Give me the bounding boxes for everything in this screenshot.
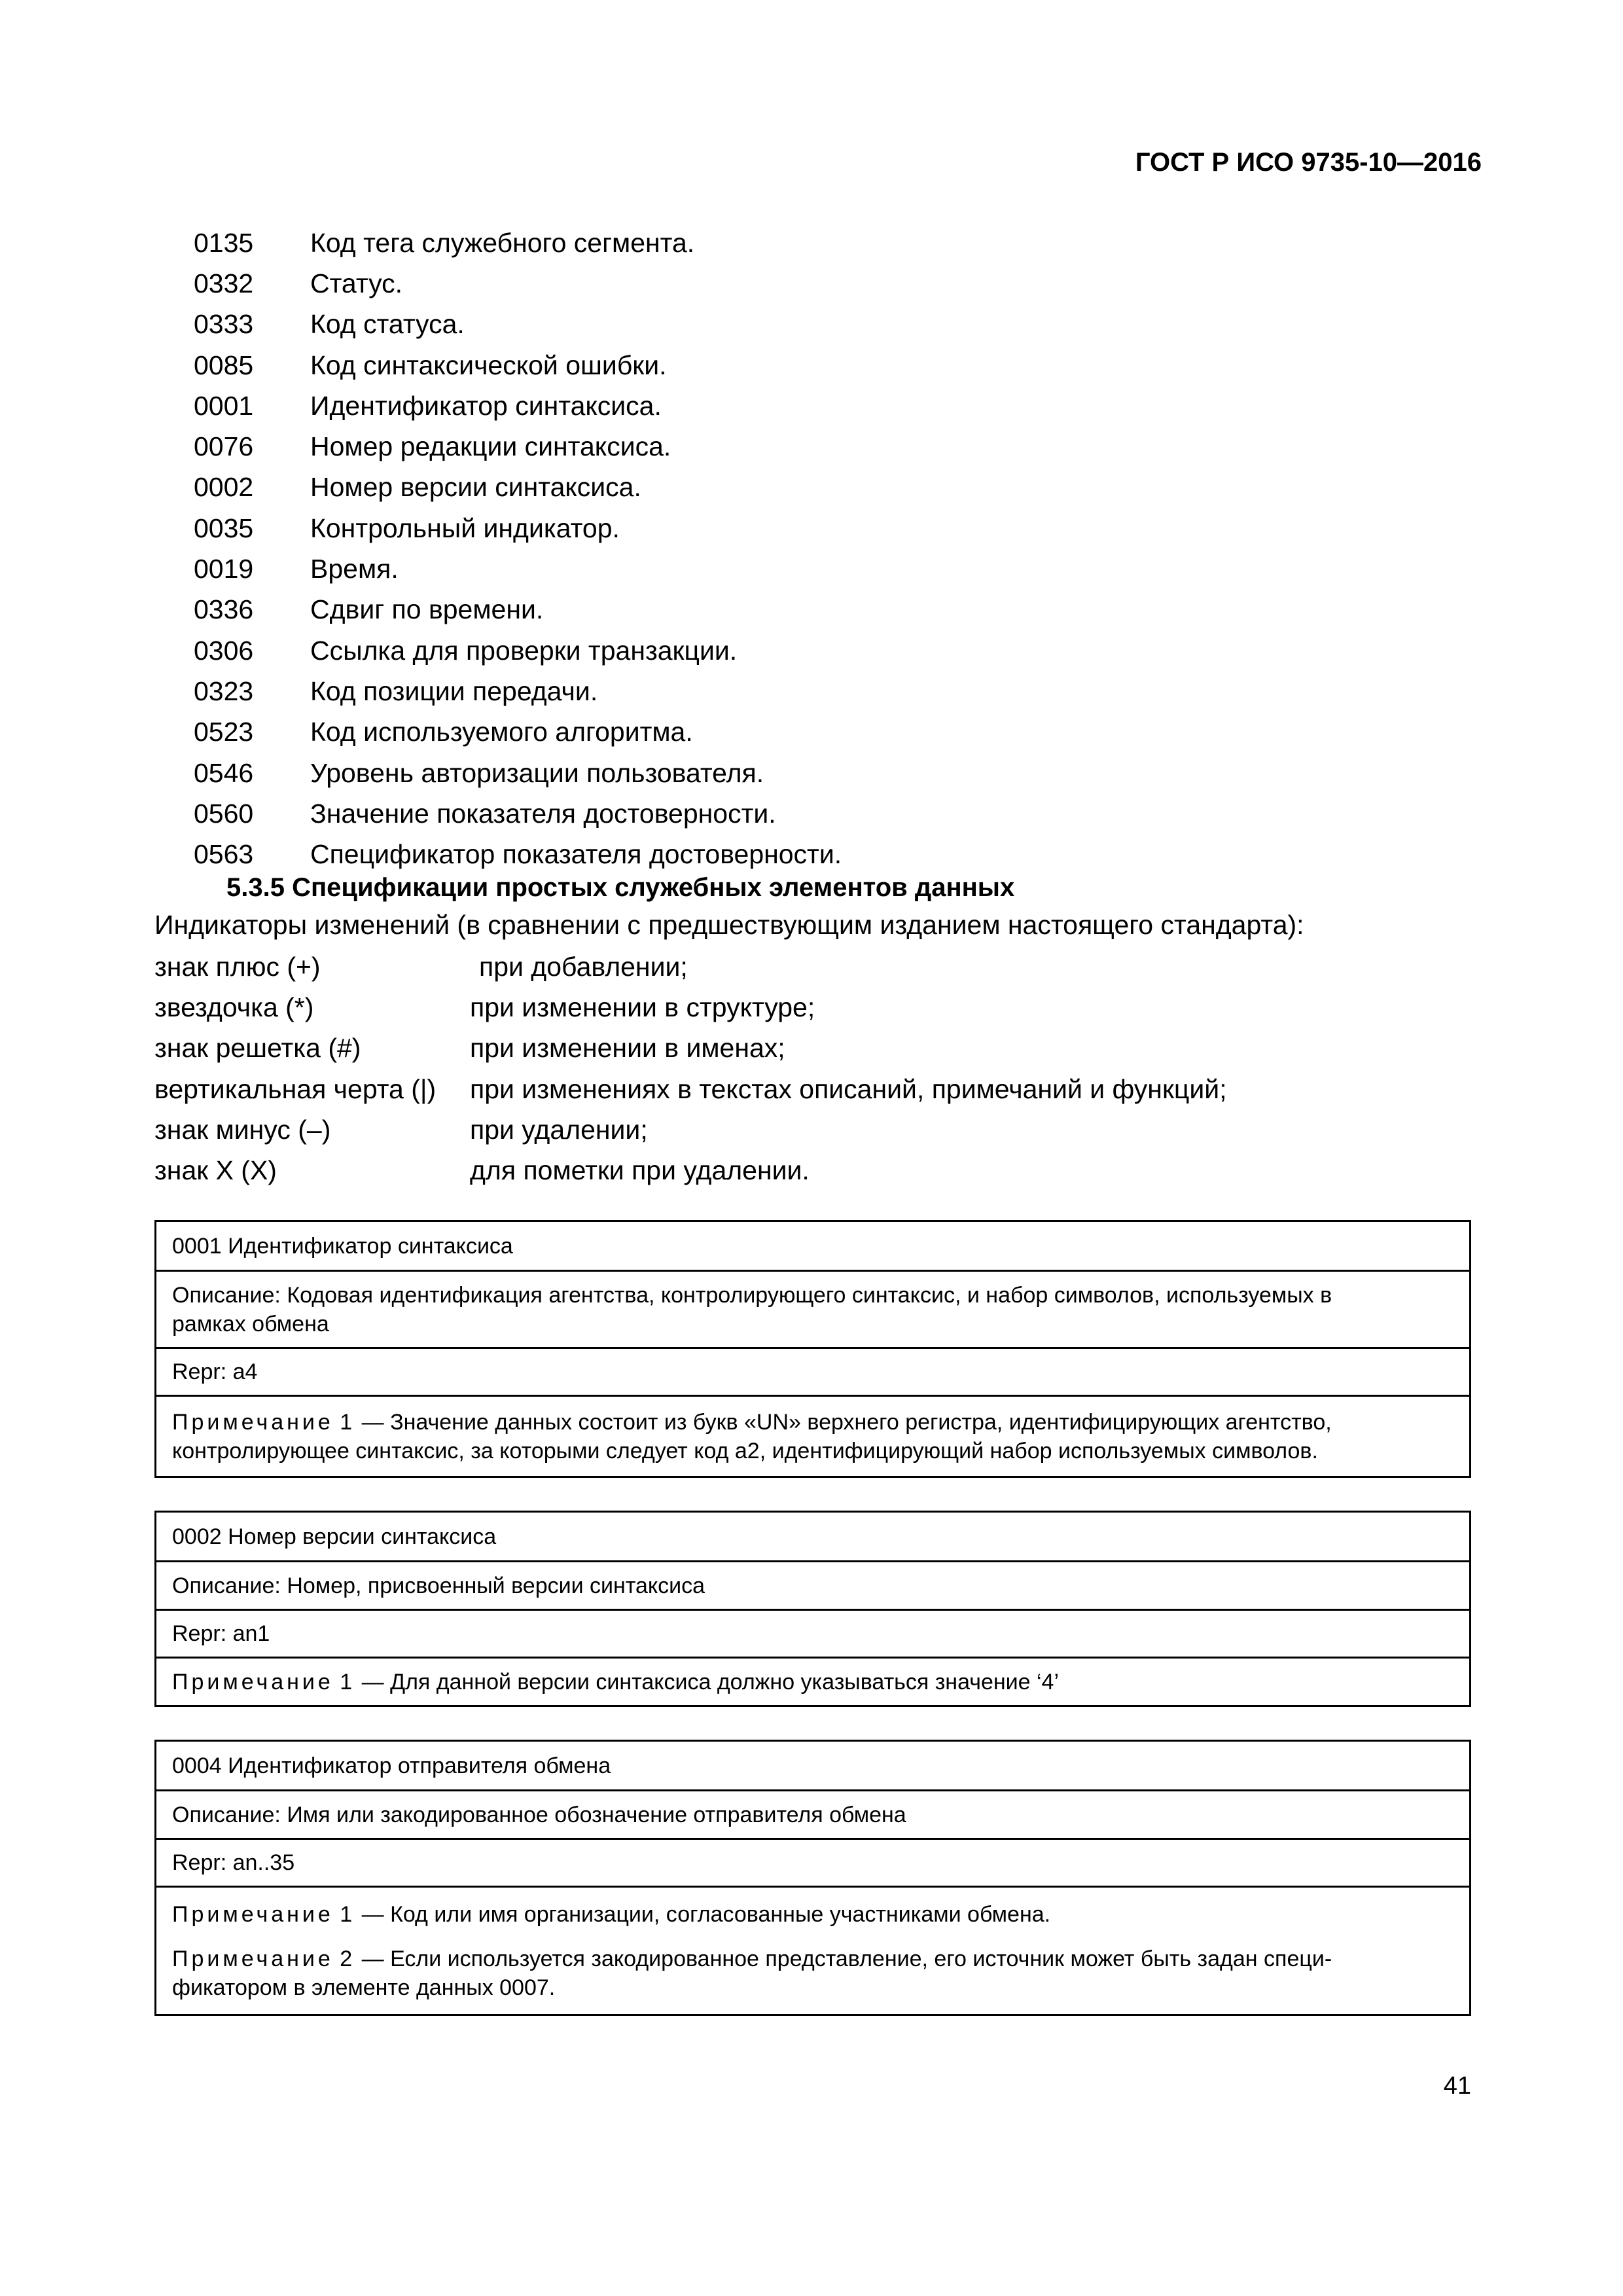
table-title: 0002 Номер версии синтаксиса (172, 1524, 497, 1549)
change-indicators (154, 946, 1227, 1191)
table-description-row (156, 1789, 1469, 1838)
indicator-desc: при изменениях в текстах описаний, примечаний и функций; (470, 1073, 1227, 1104)
indicator-sign: знак решетка (#) (154, 1033, 361, 1064)
indicator-row (154, 1109, 1227, 1150)
table-note-row (156, 1395, 1469, 1476)
list-item (194, 263, 842, 304)
table-repr-row (156, 1609, 1469, 1657)
item-code: 0560 (194, 798, 254, 829)
table-repr-row (156, 1347, 1469, 1395)
note-number: 1 (340, 1901, 356, 1927)
table-note-row (156, 1886, 1469, 2014)
list-item (194, 753, 842, 793)
item-label: Спецификатор показателя достоверности. (310, 839, 842, 870)
list-item (194, 223, 842, 263)
description-line: Описание: Имя или закодированное обозначение отправителя обмена (172, 1802, 906, 1827)
list-item (194, 671, 842, 711)
item-code: 0323 (194, 675, 254, 706)
table-title-row (156, 1222, 1469, 1270)
table-title-row (156, 1742, 1469, 1789)
repr-value: Repr: a4 (172, 1359, 258, 1384)
list-item (194, 548, 842, 589)
item-code: 0523 (194, 717, 254, 747)
note-line (172, 1408, 1454, 1437)
note-text: — Для данной версии синтаксиса должно указываться значение ‘4’ (355, 1669, 1060, 1695)
indicator-sign: звездочка (*) (154, 992, 314, 1022)
list-item (194, 426, 842, 467)
item-code: 0563 (194, 839, 254, 870)
repr-value: Repr: an1 (172, 1621, 270, 1646)
indicator-desc: при изменении в структуре; (470, 992, 815, 1022)
indicator-sign: знак Х (Х) (154, 1155, 277, 1186)
indicator-row (154, 946, 1227, 987)
item-label: Номер версии синтаксиса. (310, 472, 641, 503)
note-label: Примечание (172, 1901, 334, 1927)
indicator-desc: при удалении; (470, 1114, 648, 1145)
document-header: ГОСТ Р ИСО 9735-10—2016 (1135, 148, 1482, 177)
list-item (194, 304, 842, 345)
description-line: Описание: Кодовая идентификация агентства, контролирующего синтаксис, и набор символов, используемых в (172, 1282, 1332, 1308)
table-repr-row (156, 1838, 1469, 1886)
note-label: Примечание (172, 1669, 334, 1695)
note-text: — Значение данных состоит из букв «UN» верхнего регистра, идентифицирующих агентство, (355, 1409, 1332, 1435)
indicator-desc: для пометки при удалении. (470, 1155, 810, 1186)
item-code: 0332 (194, 268, 254, 298)
note-label: Примечание (172, 1946, 334, 1971)
section-heading: 5.3.5 Спецификации простых служебных элементов данных (226, 873, 1015, 902)
item-label: Ссылка для проверки транзакции. (310, 635, 738, 666)
repr-value: Repr: an..35 (172, 1850, 295, 1875)
indicator-row (154, 1028, 1227, 1069)
list-item (194, 345, 842, 386)
list-item (194, 793, 842, 834)
item-code: 0546 (194, 757, 254, 788)
code-list (194, 223, 842, 875)
indicator-sign: знак минус (–) (154, 1114, 331, 1145)
item-code: 0135 (194, 227, 254, 258)
list-item (194, 590, 842, 630)
item-label: Номер редакции синтаксиса. (310, 431, 671, 462)
item-code: 0076 (194, 431, 254, 462)
note-text: — Код или имя организации, согласованные участниками обмена. (355, 1901, 1051, 1927)
note-line (172, 1668, 1454, 1696)
indicator-desc: при добавлении; (479, 951, 688, 982)
indicator-sign: вертикальная черта (|) (154, 1073, 437, 1104)
list-item (194, 630, 842, 671)
item-label: Код тега служебного сегмента. (310, 227, 695, 258)
table-title: 0001 Идентификатор синтаксиса (172, 1233, 513, 1259)
item-label: Значение показателя достоверности. (310, 798, 776, 829)
note-number: 2 (340, 1946, 356, 1971)
table-description-row (156, 1560, 1469, 1609)
indicator-row (154, 1150, 1227, 1191)
note-text-continued: фикатором в элементе данных 0007. (172, 1975, 556, 2000)
item-code: 0336 (194, 594, 254, 625)
item-label: Код статуса. (310, 309, 465, 340)
indicators-intro: Индикаторы изменений (в сравнении с предшествующим изданием настоящего стандарта): (154, 910, 1304, 940)
spec-table-0002 (154, 1511, 1471, 1707)
item-label: Статус. (310, 268, 402, 298)
item-code: 0333 (194, 309, 254, 340)
table-title: 0004 Идентификатор отправителя обмена (172, 1753, 611, 1778)
item-label: Уровень авторизации пользователя. (310, 757, 764, 788)
list-item (194, 834, 842, 874)
item-label: Время. (310, 554, 399, 584)
item-code: 0001 (194, 390, 254, 421)
item-label: Код синтаксической ошибки. (310, 350, 667, 380)
indicator-row (154, 987, 1227, 1028)
item-label: Идентификатор синтаксиса. (310, 390, 662, 421)
table-description-row (156, 1270, 1469, 1347)
note-line (172, 1945, 1454, 2002)
list-item (194, 386, 842, 426)
description-line: рамках обмена (172, 1311, 329, 1336)
indicator-desc: при изменении в именах; (470, 1033, 785, 1064)
indicator-row (154, 1069, 1227, 1109)
item-label: Сдвиг по времени. (310, 594, 544, 625)
item-code: 0085 (194, 350, 254, 380)
spec-table-0001 (154, 1220, 1471, 1478)
item-label: Код позиции передачи. (310, 675, 598, 706)
note-line (172, 1900, 1454, 1929)
note-number: 1 (340, 1409, 356, 1435)
note-number: 1 (340, 1669, 356, 1695)
page-number: 41 (1443, 2072, 1471, 2100)
table-title-row (156, 1513, 1469, 1560)
item-label: Код используемого алгоритма. (310, 717, 693, 747)
item-code: 0019 (194, 554, 254, 584)
indicator-sign: знак плюс (+) (154, 951, 321, 982)
item-code: 0002 (194, 472, 254, 503)
list-item (194, 712, 842, 753)
list-item (194, 508, 842, 548)
spec-table-0004 (154, 1740, 1471, 2016)
item-code: 0306 (194, 635, 254, 666)
list-item (194, 467, 842, 508)
table-note-row (156, 1657, 1469, 1705)
item-label: Контрольный индикатор. (310, 512, 620, 543)
note-line: контролирующее синтаксис, за которыми следует код a2, идентифицирующий набор используемых символов. (172, 1438, 1318, 1463)
description-line: Описание: Номер, присвоенный версии синтаксиса (172, 1573, 705, 1598)
item-code: 0035 (194, 512, 254, 543)
note-text: — Если используется закодированное представление, его источник может быть задан специ- (355, 1946, 1332, 1971)
note-label: Примечание (172, 1409, 334, 1435)
